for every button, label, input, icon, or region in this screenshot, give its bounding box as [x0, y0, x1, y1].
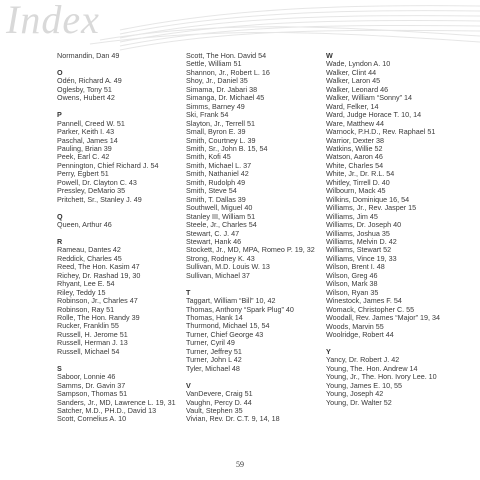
index-entry: Williams, Joshua 35 [326, 228, 390, 238]
index-section [57, 213, 187, 230]
index-entry: Williams, Vince 19, 33 [326, 253, 397, 263]
index-entry: Ward, Felker, 14 [326, 101, 379, 111]
index-entry: Vivian, Rev. Dr. C.T. 9, 14, 18 [186, 414, 280, 424]
index-entry: Woolridge, Robert 44 [326, 329, 394, 339]
index-entry: Queen, Arthur 46 [57, 220, 112, 230]
index-entry: Wade, Lyndon A. 10 [326, 59, 391, 69]
page-number: 59 [236, 460, 244, 469]
index-entry: Williams, Jim 45 [326, 211, 378, 221]
index-entry: Simms, Barney 49 [186, 101, 245, 111]
index-entry: Wilson, Mark 38 [326, 279, 378, 289]
index-entry: Pauling, Brian 39 [57, 143, 112, 153]
index-entry: Ski, Frank 54 [186, 110, 229, 120]
index-entry: Warrior, Dexter 38 [326, 135, 385, 145]
section-letter: Q [57, 211, 63, 221]
index-entry: Ware, Matthew 44 [326, 118, 385, 128]
index-entry: Watson, Aaron 46 [326, 152, 383, 162]
index-entry: Smith, Sr., John B. 15, 54 [186, 143, 268, 153]
index-entry: Sanders, Jr., MD, Lawrence L. 19, 31 [57, 397, 176, 407]
index-entry: Russell, Herman J. 13 [57, 338, 128, 348]
index-entry: Williams, Stewart 52 [326, 245, 392, 255]
index-entry: Williams, Dr. Joseph 40 [326, 220, 402, 230]
section-letter: O [57, 67, 63, 77]
index-section [186, 289, 316, 374]
index-entry: Young, The. Hon. Andrew 14 [326, 363, 418, 373]
index-entry: Tyler, Michael 48 [186, 363, 240, 373]
index-entry: Perry, Egbert 51 [57, 169, 109, 179]
index-entry: Reddick, Charles 45 [57, 253, 122, 263]
index-entry: Smith, Rudolph 49 [186, 177, 246, 187]
index-entry: Womack, Christopher C. 55 [326, 304, 415, 314]
index-entry: Walker, Clint 44 [326, 67, 377, 77]
index-entry: Reed, The Hon. Kasim 47 [57, 262, 140, 272]
index-entry: Smith, T. Dallas 39 [186, 194, 246, 204]
index-entry: Rucker, Franklin 55 [57, 321, 119, 331]
section-letter: P [57, 110, 62, 120]
index-entry: Russell, Michael 54 [57, 346, 120, 356]
index-entry: Turner, Jeffrey 51 [186, 346, 242, 356]
index-entry: Richey, Dr. Rashad 19, 30 [57, 270, 141, 280]
index-entry: Turner, Chief George 43 [186, 329, 264, 339]
index-entry: Rolle, The Hon. Randy 39 [57, 312, 140, 322]
index-entry: Thomas, Hank 14 [186, 313, 243, 323]
index-entry: Ward, Judge Horace T. 10, 14 [326, 110, 422, 120]
index-entry: Walker, Leonard 46 [326, 84, 389, 94]
index-entry: Wilbourn, Mack 45 [326, 186, 386, 196]
index-column-1 [57, 52, 187, 424]
index-entry: Odén, Richard A. 49 [57, 76, 122, 86]
index-entry: Warnock, P.H.D., Rev. Raphael 51 [326, 127, 436, 137]
index-entry: Simanga, Dr. Michael 45 [186, 93, 265, 103]
index-section [326, 348, 456, 407]
index-section [186, 382, 316, 424]
index-entry: Smith, Nathaniel 42 [186, 169, 249, 179]
index-entry: Wilson, Ryan 35 [326, 287, 379, 297]
page-title: Index [6, 0, 100, 42]
index-entry: Pennington, Chief Richard J. 54 [57, 160, 159, 170]
index-entry: Slayton, Jr., Terrell 51 [186, 118, 255, 128]
index-section [186, 52, 316, 280]
index-entry: Southwell, Miguel 40 [186, 203, 253, 213]
index-entry: Stockett, Jr., MD, MPA, Romeo P. 19, 32 [186, 245, 315, 255]
section-letter: W [326, 51, 333, 60]
index-entry: Williams, Melvin D. 42 [326, 236, 397, 246]
index-entry: Scott, The Hon. David 54 [186, 51, 267, 60]
index-entry: Wilson, Greg 46 [326, 270, 378, 280]
index-entry: Wilson, Brent I. 48 [326, 262, 385, 272]
index-entry: Stewart, Hank 46 [186, 236, 242, 246]
section-letter: Y [326, 346, 331, 356]
index-entry: Walker, William “Sonny” 14 [326, 93, 413, 103]
index-entry: Simama, Dr. Jabari 38 [186, 84, 258, 94]
index-entry: Saboor, Lonnie 46 [57, 372, 116, 382]
index-section [57, 52, 187, 60]
index-section [57, 69, 187, 103]
section-letter: V [186, 380, 191, 390]
index-entry: Vault, Stephen 35 [186, 406, 243, 415]
index-entry: Turner, Cyril 49 [186, 338, 235, 348]
section-letter: S [57, 363, 62, 373]
index-entry: Stanley III, William 51 [186, 211, 256, 221]
index-entry: Russell, H. Jerome 51 [57, 329, 128, 339]
index-entry: Woodall, Rev. James “Major” 19, 34 [326, 313, 440, 323]
index-entry: Woods, Marvin 55 [326, 321, 384, 331]
index-entry: Satcher, M.D., PH.D., David 13 [57, 405, 157, 415]
index-entry: Robinson, Ray 51 [57, 304, 115, 314]
index-entry: Scott, Cornelius A. 10 [57, 414, 127, 424]
index-section [57, 238, 187, 356]
index-entry: Smith, Courtney L. 39 [186, 135, 256, 145]
index-entry: Parker, Keith I. 43 [57, 127, 115, 137]
index-entry: Thurmond, Michael 15, 54 [186, 321, 270, 331]
index-entry: Shoy, Jr., Daniel 35 [186, 76, 248, 86]
index-column-2 [186, 52, 316, 424]
index-entry: Strong, Rodney K. 43 [186, 253, 255, 263]
index-entry: Wilkins, Dominique 16, 54 [326, 194, 410, 204]
index-column-3 [326, 52, 456, 407]
index-entry: Normandin, Dan 49 [57, 51, 120, 60]
index-entry: Owens, Hubert 42 [57, 93, 115, 103]
index-entry: Pritchett, Sr., Stanley J. 49 [57, 194, 142, 204]
index-section [326, 52, 456, 339]
index-entry: Vaughn, Percy D. 44 [186, 397, 252, 407]
index-entry: White, Charles 54 [326, 160, 384, 170]
index-entry: VanDevere, Craig 51 [186, 389, 253, 399]
index-entry: Steele, Jr., Charles 54 [186, 220, 257, 230]
index-entry: Oglesby, Tony 51 [57, 84, 112, 94]
index-entry: Rameau, Dantes 42 [57, 245, 121, 255]
section-letter: T [186, 287, 191, 297]
index-entry: Young, James E. 10, 55 [326, 380, 403, 390]
index-entry: Sullivan, Michael 37 [186, 270, 250, 280]
index-entry: Taggart, William “Bill” 10, 42 [186, 296, 276, 306]
index-entry: Peek, Earl C. 42 [57, 152, 110, 162]
index-entry: Winestock, James F. 54 [326, 296, 402, 306]
index-entry: Pannell, Creed W. 51 [57, 118, 125, 128]
index-entry: Thomas, Anthony “Spark Plug” 40 [186, 304, 294, 314]
index-entry: Powell, Dr. Clayton C. 43 [57, 177, 137, 187]
index-entry: Samms, Dr. Gavin 37 [57, 380, 126, 390]
index-entry: Smith, Michael L. 37 [186, 160, 252, 170]
index-section [57, 365, 187, 424]
index-entry: Whitley, Tirrell D. 40 [326, 177, 390, 187]
index-entry: Settle, William 51 [186, 59, 242, 69]
index-entry: Riley, Teddy 15 [57, 287, 106, 297]
index-entry: Walker, Laron 45 [326, 76, 381, 86]
index-entry: Small, Byron E. 39 [186, 127, 246, 137]
index-entry: Pressley, DeMario 35 [57, 186, 126, 196]
index-entry: Watkins, Willie 52 [326, 143, 383, 153]
index-entry: Stewart, C. J. 47 [186, 228, 240, 238]
index-entry: Robinson, Jr., Charles 47 [57, 296, 138, 306]
index-entry: Smith, Kofi 45 [186, 152, 231, 162]
index-entry: Young, Jr., The. Hon. Ivory Lee. 10 [326, 372, 437, 382]
index-entry: Turner, John L 42 [186, 355, 242, 365]
index-entry: Sullivan, M.D. Louis W. 13 [186, 262, 270, 272]
index-entry: Smith, Steve 54 [186, 186, 237, 196]
index-entry: White, Jr., Dr. R.L. 54 [326, 169, 395, 179]
index-section [57, 111, 187, 204]
index-entry: Young, Joseph 42 [326, 389, 384, 399]
index-entry: Shannon, Jr., Robert L. 16 [186, 67, 270, 77]
index-entry: Paschal, James 14 [57, 135, 118, 145]
index-entry: Williams, Jr., Rev. Jasper 15 [326, 203, 417, 213]
index-entry: Yancy, Dr. Robert J. 42 [326, 355, 400, 365]
index-entry: Sampson, Thomas 51 [57, 389, 128, 399]
index-entry: Young, Dr. Walter 52 [326, 397, 392, 407]
section-letter: R [57, 236, 63, 246]
index-entry: Rhyant, Lee E. 54 [57, 279, 115, 289]
